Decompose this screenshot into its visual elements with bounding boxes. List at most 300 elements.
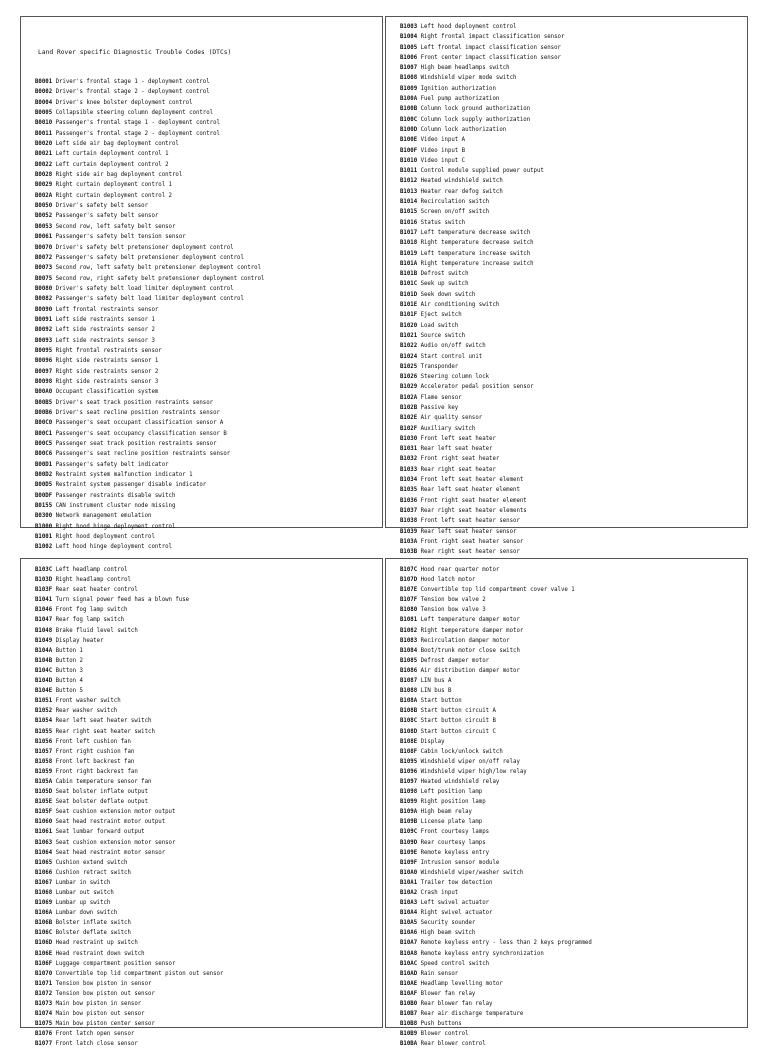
document-page-2 [385, 16, 748, 556]
dtc-description: Button 4 [55, 678, 83, 685]
dtc-entry [35, 211, 368, 221]
dtc-description: Windshield wiper mode switch [420, 75, 517, 82]
dtc-entry [400, 403, 733, 413]
dtc-list [35, 77, 368, 553]
dtc-description: Front washer switch [55, 698, 121, 705]
dtc-entry [35, 1029, 368, 1039]
dtc-description: Passenger's safety belt sensor [55, 213, 159, 220]
dtc-description: Rear air discharge temperature [420, 1011, 524, 1018]
dtc-code: B1069 [35, 900, 53, 907]
dtc-entry [400, 838, 733, 848]
dtc-entry [400, 646, 733, 656]
dtc-description: License plate lamp [420, 819, 483, 826]
dtc-entry [35, 108, 368, 118]
dtc-description: Left side restraints sensor 3 [55, 337, 155, 344]
dtc-code: B1017 [400, 229, 418, 236]
dtc-entry [35, 918, 368, 928]
dtc-entry [400, 1019, 733, 1029]
dtc-entry [400, 767, 733, 777]
dtc-code: B00B6 [35, 410, 53, 416]
dtc-code: B0050 [35, 203, 53, 210]
dtc-entry [400, 32, 733, 42]
dtc-code: B10B7 [400, 1011, 418, 1018]
dtc-description: Restraint system passenger disable indicator [55, 482, 207, 489]
dtc-description: Front left seat heater sensor [420, 518, 520, 525]
dtc-description: Lumbar up switch [55, 900, 111, 907]
dtc-description: Bolster deflate switch [55, 930, 131, 937]
dtc-description: Video input A [420, 137, 466, 144]
dtc-code: B1097 [400, 778, 418, 785]
dtc-description: Driver's frontal stage 2 - deployment control [55, 89, 210, 96]
dtc-entry [35, 838, 368, 848]
dtc-description: Left curtain deployment control 2 [55, 161, 169, 168]
dtc-code: B1038 [400, 518, 418, 525]
dtc-code: B0093 [35, 337, 53, 344]
dtc-code: B1015 [400, 209, 418, 216]
dtc-code: B1022 [400, 343, 418, 350]
dtc-entry [35, 542, 368, 552]
dtc-code: B1098 [400, 789, 418, 796]
dtc-entry [35, 1039, 368, 1049]
dtc-entry [35, 797, 368, 807]
dtc-code: B1007 [400, 65, 418, 72]
dtc-code: B105A [35, 778, 53, 785]
dtc-description: Start button [420, 698, 462, 705]
dtc-entry [35, 180, 368, 190]
dtc-description: Second row, left safety belt pretensioner deployment control [55, 265, 262, 272]
dtc-description: Right temperature increase switch [420, 260, 534, 267]
dtc-code: B0070 [35, 244, 53, 251]
dtc-description: Right curtain deployment control 1 [55, 182, 172, 189]
dtc-code: B1025 [400, 363, 418, 370]
dtc-description: Transponder [420, 363, 459, 370]
dtc-entry [400, 475, 733, 485]
dtc-code: B10A5 [400, 920, 418, 927]
dtc-description: Heated windshield relay [420, 778, 500, 785]
dtc-description: Right side air bag deployment control [55, 172, 183, 179]
dtc-code: B109C [400, 829, 418, 836]
dtc-code: B0096 [35, 358, 53, 365]
dtc-code: B0061 [35, 234, 53, 241]
dtc-code: B107E [400, 587, 418, 594]
dtc-code: B1005 [400, 44, 418, 51]
dtc-entry [400, 166, 733, 176]
dtc-entry [400, 908, 733, 918]
dtc-code: B103F [35, 587, 53, 594]
dtc-description: Passenger's seat occupant classification sensor A [55, 420, 224, 427]
dtc-description: Passenger's seat occupancy classification sensor B [55, 430, 227, 437]
dtc-entry [400, 352, 733, 362]
dtc-code: B0005 [35, 110, 53, 117]
dtc-code: B1047 [35, 617, 53, 624]
dtc-description: Lumbar in switch [55, 879, 111, 886]
dtc-code: B0020 [35, 141, 53, 148]
dtc-code: B100C [400, 116, 418, 123]
dtc-code: B1004 [400, 34, 418, 41]
dtc-description: Main bow piston center sensor [55, 1021, 155, 1028]
dtc-description: Left side air bag deployment control [55, 141, 179, 148]
dtc-code: B1055 [35, 728, 53, 735]
dtc-entry [35, 787, 368, 797]
dtc-code: B1030 [400, 435, 418, 442]
dtc-code: B10A2 [400, 890, 418, 896]
dtc-description: Passenger's safety belt pretensioner deployment control [55, 254, 244, 261]
dtc-description: Front left seat heater [420, 435, 496, 442]
dtc-entry [35, 491, 368, 501]
dtc-description: Lumbar out switch [55, 890, 114, 896]
dtc-entry [400, 496, 733, 506]
dtc-code: B1088 [400, 688, 418, 695]
dtc-description: Video input B [420, 147, 466, 154]
dtc-description: Seat bolster inflate output [55, 789, 149, 796]
dtc-description: Audio on/off switch [420, 343, 486, 350]
dtc-code: B1016 [400, 219, 418, 226]
dtc-code: B10A8 [400, 950, 418, 957]
dtc-description: Right position lamp [420, 799, 486, 806]
dtc-entry [35, 408, 368, 418]
dtc-description: Load switch [420, 322, 459, 329]
dtc-code: B10A4 [400, 910, 418, 917]
dtc-code: B00A0 [35, 389, 53, 396]
dtc-description: Intrusion sensor module [420, 859, 500, 866]
dtc-description: Right curtain deployment control 2 [55, 192, 172, 199]
dtc-entry [400, 1039, 733, 1049]
dtc-entry [400, 485, 733, 495]
dtc-list [400, 565, 733, 1050]
dtc-entry [35, 253, 368, 263]
dtc-entry [35, 959, 368, 969]
document-page-4 [385, 558, 748, 1048]
dtc-code: B1075 [35, 1021, 53, 1028]
dtc-description: Right swivel actuator [420, 910, 493, 917]
dtc-description: Air distribution damper motor [420, 667, 520, 674]
dtc-entry [400, 125, 733, 135]
dtc-code: B00D2 [35, 472, 53, 479]
dtc-code: B0052 [35, 213, 53, 220]
dtc-entry [400, 605, 733, 615]
dtc-code: B00D1 [35, 461, 53, 468]
dtc-entry [35, 284, 368, 294]
dtc-entry [400, 218, 733, 228]
dtc-description: Left frontal restraints sensor [55, 306, 159, 313]
dtc-code: B1012 [400, 178, 418, 185]
dtc-code: B108C [400, 718, 418, 725]
dtc-description: Front right cushion fan [55, 748, 135, 755]
dtc-description: Display heater [55, 637, 104, 644]
dtc-description: Front courtesy lamps [420, 829, 490, 836]
dtc-description: Seat cushion extension motor sensor [55, 839, 176, 846]
dtc-code: B00DF [35, 492, 53, 499]
dtc-code: B0001 [35, 79, 53, 85]
dtc-code: B109E [400, 849, 418, 856]
dtc-description: Eject switch [420, 312, 462, 319]
dtc-description: Blower control [420, 1031, 469, 1038]
dtc-entry [400, 656, 733, 666]
dtc-description: Luggage compartment position sensor [55, 960, 176, 967]
dtc-code: B104A [35, 647, 53, 654]
dtc-code: B101A [400, 260, 418, 267]
dtc-description: Driver's seat recline position restraints sensor [55, 410, 220, 416]
dtc-entry [400, 787, 733, 797]
dtc-entry [400, 547, 733, 557]
dtc-entry [35, 949, 368, 959]
dtc-code: B103C [35, 567, 53, 573]
dtc-entry [400, 918, 733, 928]
dtc-code: B1056 [35, 738, 53, 745]
dtc-description: High beam headlamps switch [420, 65, 510, 72]
document-title: Land Rover specific Diagnostic Trouble Codes (DTCs) [38, 49, 232, 56]
dtc-entry [35, 727, 368, 737]
dtc-entry [400, 949, 733, 959]
dtc-entry [35, 888, 368, 898]
dtc-code: B1011 [400, 168, 418, 175]
dtc-entry [35, 449, 368, 459]
dtc-code: B102F [400, 425, 418, 432]
dtc-entry [400, 63, 733, 73]
dtc-entry [35, 243, 368, 253]
dtc-code: B0080 [35, 285, 53, 292]
dtc-code: B0073 [35, 265, 53, 272]
dtc-description: Rear right seat heater sensor [420, 549, 520, 556]
dtc-code: B1000 [35, 523, 53, 530]
dtc-code: B108E [400, 738, 418, 745]
dtc-entry [400, 53, 733, 63]
dtc-entry [35, 686, 368, 696]
dtc-description: Rear right seat heater switch [55, 728, 155, 735]
dtc-description: Trailer tow detection [420, 879, 493, 886]
dtc-description: Passenger's safety belt indicator [55, 461, 169, 468]
dtc-entry [400, 716, 733, 726]
dtc-code: B103D [35, 577, 53, 584]
dtc-code: B107D [400, 577, 418, 584]
dtc-code: B109F [400, 859, 418, 866]
dtc-code: B002A [35, 192, 53, 199]
dtc-code: B10A3 [400, 900, 418, 907]
dtc-entry [35, 160, 368, 170]
dtc-entry [400, 84, 733, 94]
dtc-description: Right side restraints sensor 3 [55, 378, 159, 385]
dtc-entry [35, 585, 368, 595]
dtc-code: B101D [400, 291, 418, 298]
dtc-code: B1014 [400, 199, 418, 206]
dtc-entry [400, 1009, 733, 1019]
dtc-entry [35, 470, 368, 480]
dtc-entry [400, 269, 733, 279]
dtc-entry [400, 585, 733, 595]
dtc-list [35, 565, 368, 1050]
dtc-code: B1068 [35, 890, 53, 896]
dtc-entry [400, 372, 733, 382]
dtc-code: B0090 [35, 306, 53, 313]
dtc-code: B1033 [400, 466, 418, 473]
dtc-code: B1077 [35, 1041, 53, 1048]
dtc-entry [35, 263, 368, 273]
dtc-description: Tension bow piston out sensor [55, 990, 155, 997]
dtc-code: B1059 [35, 768, 53, 775]
dtc-code: B106C [35, 930, 53, 937]
dtc-entry [35, 747, 368, 757]
dtc-entry [35, 315, 368, 325]
dtc-entry [400, 848, 733, 858]
dtc-entry [35, 979, 368, 989]
dtc-entry [400, 22, 733, 32]
dtc-code: B1013 [400, 188, 418, 195]
dtc-description: LIN bus B [420, 688, 452, 695]
dtc-description: Rear left seat heater sensor [420, 528, 517, 535]
dtc-entry [35, 356, 368, 366]
dtc-description: Front right seat heater sensor [420, 538, 524, 545]
dtc-entry [400, 115, 733, 125]
dtc-code: B0028 [35, 172, 53, 179]
dtc-entry [35, 1009, 368, 1019]
dtc-code: B1006 [400, 54, 418, 61]
dtc-entry [35, 767, 368, 777]
dtc-code: B0072 [35, 254, 53, 261]
dtc-entry [400, 928, 733, 938]
dtc-description: Right side restraints sensor 1 [55, 358, 159, 365]
dtc-entry [35, 636, 368, 646]
dtc-entry [35, 98, 368, 108]
dtc-entry [400, 300, 733, 310]
dtc-entry [35, 605, 368, 615]
dtc-entry [400, 626, 733, 636]
dtc-entry [400, 516, 733, 526]
dtc-description: Heated windshield switch [420, 178, 503, 185]
dtc-description: Start control unit [420, 353, 483, 360]
dtc-code: B1003 [400, 24, 418, 30]
dtc-code: B1099 [400, 799, 418, 806]
dtc-description: Recirculation switch [420, 199, 490, 206]
dtc-code: B1071 [35, 980, 53, 987]
dtc-description: Rear fog lamp switch [55, 617, 125, 624]
dtc-entry [35, 898, 368, 908]
dtc-description: Left temperature damper motor [420, 617, 520, 624]
dtc-entry [35, 170, 368, 180]
dtc-description: Rear right seat heater [420, 466, 496, 473]
dtc-code: B101E [400, 302, 418, 309]
dtc-code: B1066 [35, 869, 53, 876]
dtc-entry [35, 656, 368, 666]
dtc-code: B10AF [400, 990, 418, 997]
dtc-description: Rear seat heater control [55, 587, 138, 594]
dtc-code: B1067 [35, 879, 53, 886]
dtc-entry [35, 938, 368, 948]
dtc-entry [400, 615, 733, 625]
dtc-entry [400, 424, 733, 434]
dtc-entry [35, 191, 368, 201]
dtc-entry [400, 1029, 733, 1039]
dtc-description: Button 2 [55, 657, 83, 664]
dtc-description: Defrost switch [420, 271, 469, 278]
dtc-description: Driver's safety belt load limiter deployment control [55, 285, 234, 292]
dtc-code: B10A0 [400, 869, 418, 876]
dtc-description: Left temperature increase switch [420, 250, 531, 257]
dtc-entry [400, 454, 733, 464]
dtc-entry [35, 848, 368, 858]
dtc-entry [400, 527, 733, 537]
dtc-entry [35, 325, 368, 335]
dtc-entry [35, 858, 368, 868]
dtc-description: Right hood deployment control [55, 534, 155, 541]
dtc-entry [35, 626, 368, 636]
dtc-entry [35, 615, 368, 625]
dtc-description: Push buttons [420, 1021, 462, 1028]
dtc-description: Hood rear quarter motor [420, 567, 500, 573]
dtc-code: B0155 [35, 503, 53, 510]
dtc-code: B108F [400, 748, 418, 755]
dtc-entry [35, 274, 368, 284]
document-page-3 [20, 558, 383, 1048]
dtc-entry [400, 575, 733, 585]
dtc-description: Occupant classification system [55, 389, 159, 396]
dtc-description: Seat bolster deflate output [55, 799, 149, 806]
dtc-description: Button 3 [55, 667, 83, 674]
dtc-description: Convertible top lid compartment cover valve 1 [420, 587, 575, 594]
dtc-code: B10B8 [400, 1021, 418, 1028]
dtc-code: B1081 [400, 617, 418, 624]
dtc-entry [400, 362, 733, 372]
dtc-code: B00C0 [35, 420, 53, 427]
dtc-description: Front right seat heater [420, 456, 500, 463]
dtc-description: Source switch [420, 332, 466, 339]
dtc-description: Right headlamp control [55, 577, 131, 584]
dtc-description: Left headlamp control [55, 567, 128, 573]
dtc-code: B00D5 [35, 482, 53, 489]
dtc-entry [400, 676, 733, 686]
dtc-description: Seat head restraint motor sensor [55, 849, 166, 856]
dtc-list [400, 22, 733, 557]
dtc-code: B109A [400, 809, 418, 816]
dtc-entry [35, 87, 368, 97]
dtc-code: B1046 [35, 607, 53, 614]
dtc-description: Head restraint down switch [55, 950, 145, 957]
dtc-entry [35, 201, 368, 211]
dtc-description: Driver's safety belt sensor [55, 203, 149, 210]
dtc-code: B1021 [400, 332, 418, 339]
dtc-description: Column lock authorization [420, 126, 507, 133]
dtc-description: Right frontal impact classification sensor [420, 34, 565, 41]
dtc-code: B101F [400, 312, 418, 319]
dtc-code: B1032 [400, 456, 418, 463]
dtc-code: B1024 [400, 353, 418, 360]
dtc-entry [35, 418, 368, 428]
dtc-code: B10B0 [400, 1001, 418, 1008]
dtc-code: B0091 [35, 316, 53, 323]
dtc-code: B102A [400, 394, 418, 401]
dtc-entry [400, 666, 733, 676]
dtc-description: Front center impact classification sensor [420, 54, 561, 61]
dtc-description: Status switch [420, 219, 466, 226]
dtc-entry [35, 868, 368, 878]
dtc-code: B105E [35, 799, 53, 806]
dtc-description: Rain sensor [420, 970, 459, 977]
dtc-description: Head restraint up switch [55, 940, 138, 947]
dtc-entry [400, 176, 733, 186]
dtc-description: Front latch close sensor [55, 1041, 138, 1048]
dtc-description: Button 1 [55, 647, 83, 654]
dtc-entry [35, 532, 368, 542]
dtc-code: B10AE [400, 980, 418, 987]
dtc-entry [35, 460, 368, 470]
dtc-entry [400, 413, 733, 423]
dtc-code: B1060 [35, 819, 53, 826]
dtc-description: Passenger seat track position restraints sensor [55, 441, 217, 448]
dtc-description: Hood latch motor [420, 577, 476, 584]
dtc-description: Main bow piston out sensor [55, 1011, 145, 1018]
dtc-code: B1009 [400, 85, 418, 92]
dtc-entry [400, 135, 733, 145]
dtc-entry [35, 294, 368, 304]
